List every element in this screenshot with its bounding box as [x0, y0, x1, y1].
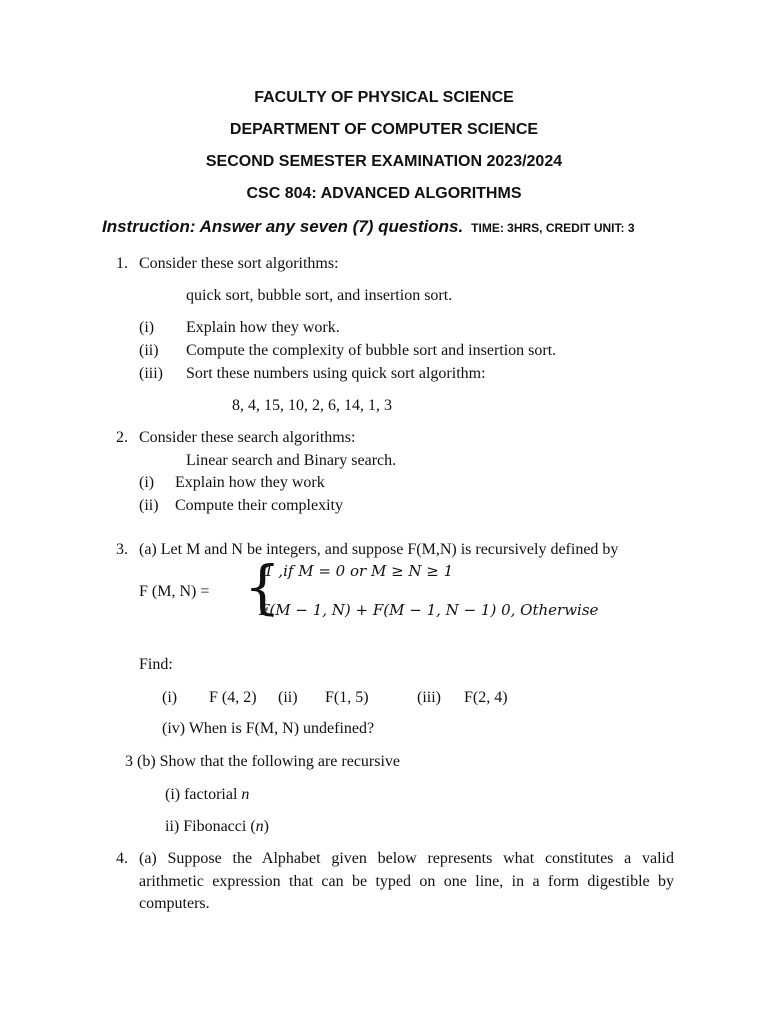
q1-number-list: 8, 4, 15, 10, 2, 6, 14, 1, 3: [232, 397, 392, 414]
q1-algorithm-list: quick sort, bubble sort, and insertion sort.: [186, 287, 453, 304]
q3b-item-text: (i) factorial: [165, 786, 242, 803]
q3-function-lhs: F (M, N) =: [139, 583, 210, 600]
q1-sub-text: Explain how they work.: [186, 319, 340, 336]
course-title: CSC 804: ADVANCED ALGORITHMS: [246, 185, 522, 202]
q3b-item-text: ii) Fibonacci (: [165, 818, 256, 835]
q3-case-one: 1 ,if M = 0 or M ≥ N ≥ 1: [264, 562, 454, 580]
q3-text: (a) Let M and N be integers, and suppose F(M,N) is recursively defined by: [139, 541, 619, 558]
q3b-item-fibonacci: [165, 818, 269, 836]
q2-text: Consider these search algorithms:: [139, 429, 356, 446]
q3b-text: 3 (b) Show that the following are recursive: [125, 753, 401, 770]
q1-sub-label: (i): [139, 319, 155, 336]
q2-number: 2.: [116, 429, 128, 446]
q3-part-label: (ii): [278, 689, 298, 706]
faculty-title: FACULTY OF PHYSICAL SCIENCE: [254, 89, 514, 106]
q4-text-line: computers.: [139, 895, 210, 912]
q3-part-label: (iii): [417, 689, 441, 706]
q4-number: 4.: [116, 850, 128, 867]
q1-sub-text: Sort these numbers using quick sort algorithm:: [186, 365, 486, 382]
instruction-text: Instruction: Answer any seven (7) questions.: [102, 217, 464, 236]
q3b-item-text-end: ): [263, 818, 269, 835]
q3b-item-factorial: [165, 786, 249, 804]
q3-part-value: F(2, 4): [464, 689, 508, 706]
q2-algorithm-list: Linear search and Binary search.: [186, 452, 397, 469]
instruction-line: [102, 217, 635, 237]
q1-sub-label: (ii): [139, 342, 159, 359]
q3-number: 3.: [116, 541, 128, 558]
q3-part-value: F (4, 2): [209, 689, 257, 706]
q3-part-value: F(1, 5): [325, 689, 369, 706]
q2-sub-label: (i): [139, 474, 155, 491]
q3b-variable: n: [241, 786, 250, 803]
q2-sub-text: Compute their complexity: [175, 497, 343, 514]
q1-sub-label: (iii): [139, 365, 163, 382]
q3-case-two: F(M − 1, N) + F(M − 1, N − 1) 0, Otherwise: [259, 601, 599, 619]
q3-find-label: Find:: [139, 656, 173, 673]
q1-text: Consider these sort algorithms:: [139, 255, 339, 272]
q2-sub-label: (ii): [139, 497, 159, 514]
q1-sub-text: Compute the complexity of bubble sort and insertion sort.: [186, 342, 557, 359]
q2-sub-text: Explain how they work: [175, 474, 325, 491]
q3b-variable: n: [255, 818, 264, 835]
exam-title: SECOND SEMESTER EXAMINATION 2023/2024: [205, 153, 563, 170]
time-credit-text: TIME: 3HRS, CREDIT UNIT: 3: [471, 221, 635, 235]
q4-text-line: (a) Suppose the Alphabet given below represents what constitutes a valid: [139, 850, 674, 867]
q3-part-label: (i): [162, 689, 178, 706]
department-title: DEPARTMENT OF COMPUTER SCIENCE: [229, 121, 539, 138]
piecewise-brace: {: [244, 553, 281, 621]
q4-text-line: arithmetic expression that can be typed on one line, in a form digestible by: [139, 873, 674, 890]
q1-number: 1.: [116, 255, 128, 272]
q3-part-iv: (iv) When is F(M, N) undefined?: [162, 720, 375, 737]
